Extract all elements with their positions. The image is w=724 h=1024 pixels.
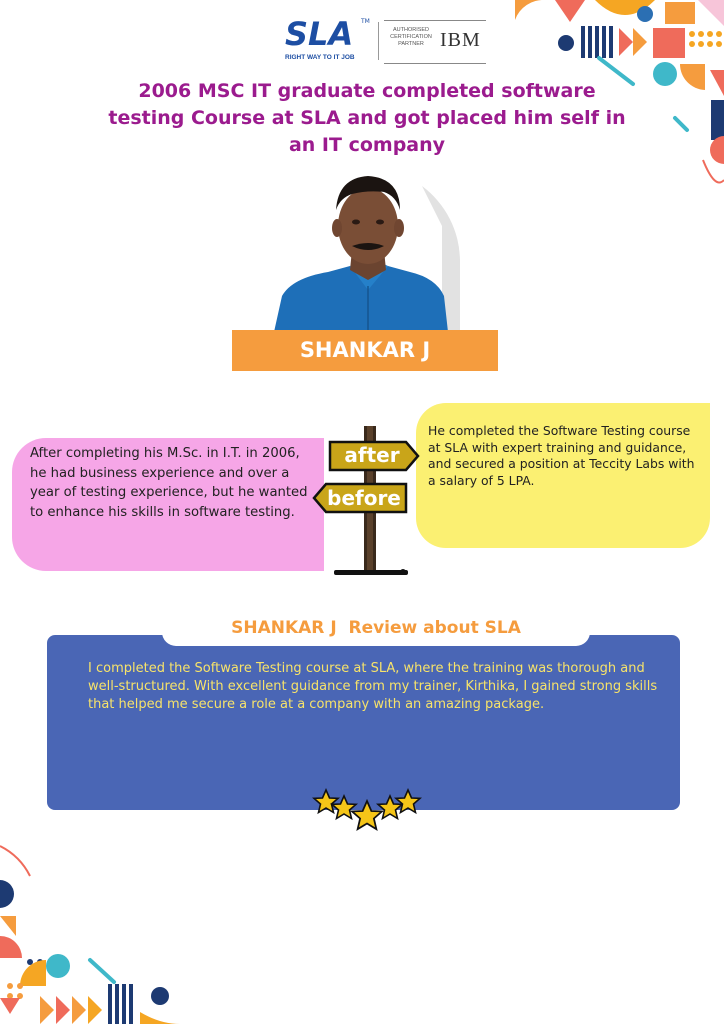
before-description: After completing his M.Sc. in I.T. in 2006, he had business experience and over a year of testing experience, but he wanted to enhance his skills in software testing. — [12, 438, 324, 571]
partner-line-2: CERTIFICATION — [390, 34, 432, 40]
after-description: He completed the Software Testing course at SLA with expert training and guidance, and secured a position at Teccity Labs with a salary of 5 LPA. — [416, 403, 710, 548]
student-photo — [272, 166, 460, 332]
student-name-banner: SHANKAR J — [232, 330, 498, 371]
partner-caption — [384, 27, 438, 48]
sla-logo-tm: TM — [361, 18, 370, 25]
partner-line-1: AUTHORISED — [392, 27, 430, 33]
logo-divider — [378, 22, 379, 60]
sign-after-label: after — [344, 443, 400, 467]
star-icon — [314, 790, 338, 813]
page-title: 2006 MSC IT graduate completed software testing Course at SLA and got placed him self in an IT company — [108, 80, 626, 156]
star-icon — [352, 801, 382, 829]
sign-before-label: before — [327, 486, 401, 510]
star-icon — [396, 790, 420, 813]
partner-line-3: PARTNER — [398, 41, 424, 47]
decorative-pattern-bottom-left — [0, 836, 200, 1024]
sla-logo-tagline: RIGHT WAY TO IT JOB — [285, 54, 355, 61]
ibm-partner-logo — [384, 20, 486, 64]
review-heading: SHANKAR J Review about SLA — [231, 618, 521, 638]
rating-stars — [312, 786, 422, 836]
sla-logo — [283, 15, 373, 66]
review-text: I completed the Software Testing course at SLA, where the training was thorough and well-structured. With excellent guidance from my trainer, Kirthika, I gained strong skills that helped me secure a role at a company with an amazing package. — [88, 661, 658, 712]
sla-logo-text: SLA — [285, 15, 354, 53]
ibm-brand: IBM — [440, 29, 481, 51]
